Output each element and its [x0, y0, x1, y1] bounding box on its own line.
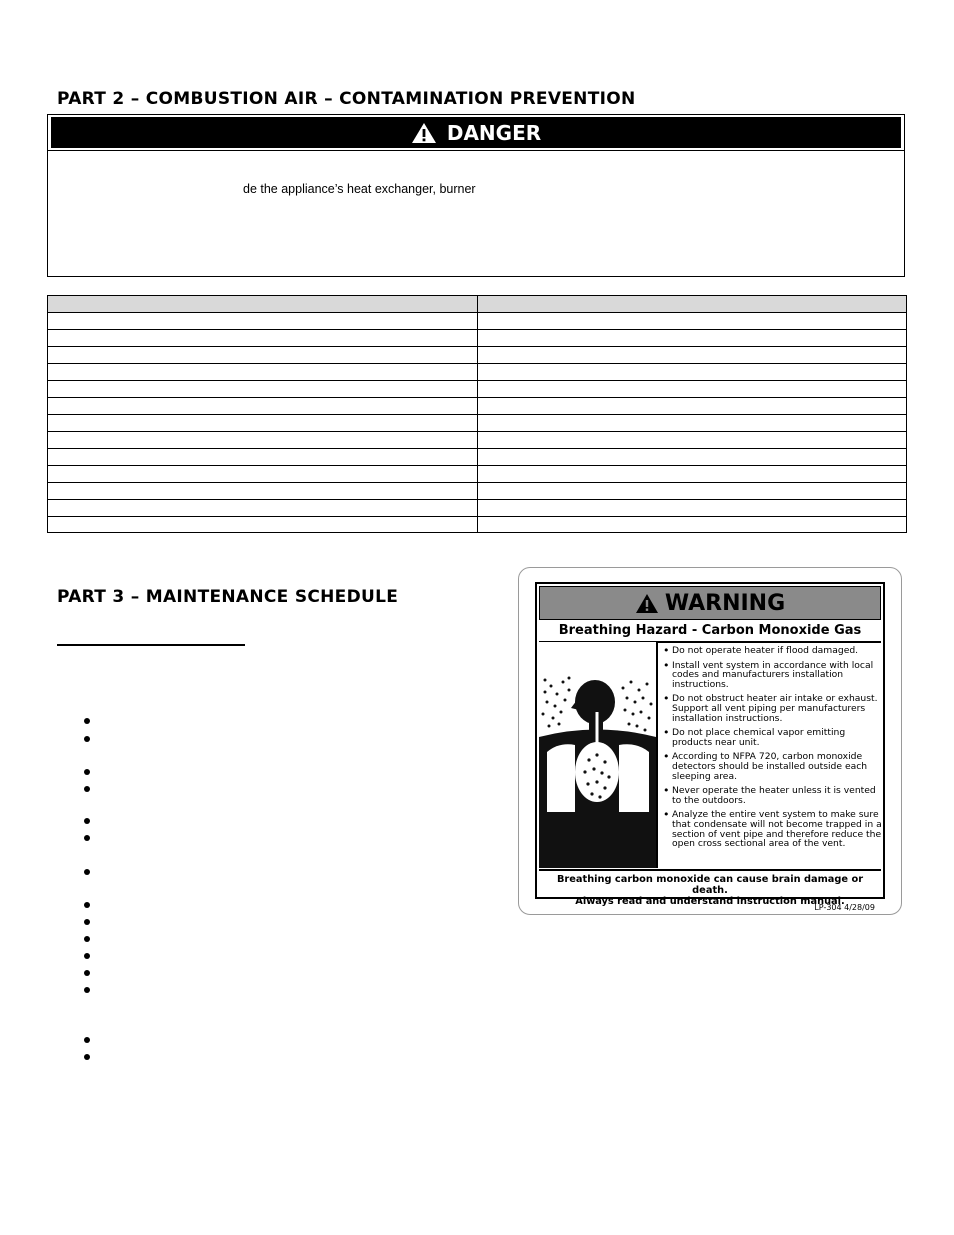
table-row-line: [48, 465, 906, 466]
warning-footer-line: Breathing carbon monoxide can cause brain damage or death.: [556, 874, 864, 896]
list-bullet: [84, 987, 90, 993]
breathing-hazard-figure-icon: [539, 642, 656, 868]
warning-label-frame: [535, 582, 885, 907]
warning-triangle-icon: [635, 593, 659, 614]
warning-subtitle: Breathing Hazard - Carbon Monoxide Gas: [539, 620, 881, 643]
contaminants-table: [47, 295, 907, 533]
warning-triangle-icon: [411, 122, 437, 144]
table-row-line: [48, 448, 906, 449]
warning-item: • Do not place chemical vapor emitting products near unit.: [661, 728, 883, 747]
list-bullet: [84, 736, 90, 742]
warning-banner: [539, 586, 881, 620]
warning-items-list: [661, 646, 883, 854]
list-bullet: [84, 936, 90, 942]
warning-item: • Never operate the heater unless it is vented to the outdoors.: [661, 786, 883, 805]
table-row-line: [48, 380, 906, 381]
part3-heading: PART 3 – MAINTENANCE SCHEDULE: [57, 587, 399, 607]
list-bullet: [84, 970, 90, 976]
danger-text-fragment: de the appliance’s heat exchanger, burner: [243, 182, 476, 196]
list-bullet: [84, 953, 90, 959]
list-bullet: [84, 869, 90, 875]
list-bullet: [84, 818, 90, 824]
part2-heading: PART 2 – COMBUSTION AIR – CONTAMINATION PREVENTION: [57, 89, 636, 109]
carbon-monoxide-hazard-pictogram: [539, 642, 658, 868]
table-row-line: [48, 414, 906, 415]
table-row-line: [48, 363, 906, 364]
table-row-line: [48, 431, 906, 432]
list-bullet: [84, 919, 90, 925]
danger-box: [47, 114, 905, 277]
danger-divider: [48, 150, 904, 151]
table-row-line: [48, 397, 906, 398]
list-bullet: [84, 902, 90, 908]
warning-item: • Analyze the entire vent system to make sure that condensate will not become trapped in a section of vent pipe and therefore reduce the open cross sectional area of the vent.: [661, 810, 883, 848]
warning-item: • According to NFPA 720, carbon monoxide detectors should be installed outside each sleeping area.: [661, 752, 883, 781]
label-code: LP-304 4/28/09: [814, 903, 875, 912]
warning-item: • Do not operate heater if flood damaged.: [661, 646, 883, 656]
table-row-line: [48, 516, 906, 517]
list-bullet: [84, 1037, 90, 1043]
warning-footer: [539, 869, 881, 907]
subheading-underline: [57, 644, 245, 646]
table-row-line: [48, 482, 906, 483]
table-row-line: [48, 329, 906, 330]
list-bullet: [84, 769, 90, 775]
list-bullet: [84, 1054, 90, 1060]
warning-item: • Do not obstruct heater air intake or exhaust. Support all vent piping per manufacturers installation instructions.: [661, 694, 883, 723]
warning-label: WARNING: [664, 590, 786, 616]
list-bullet: [84, 786, 90, 792]
list-bullet: [84, 835, 90, 841]
warning-label-sticker: [518, 567, 902, 915]
danger-banner: [51, 117, 901, 148]
danger-label: DANGER: [446, 120, 542, 145]
table-row-line: [48, 346, 906, 347]
list-bullet: [84, 718, 90, 724]
table-row-line: [48, 499, 906, 500]
warning-item: • Install vent system in accordance with local codes and manufacturers installation instructions.: [661, 661, 883, 690]
warning-footer-line: Always read and understand instruction manual.: [575, 896, 845, 907]
